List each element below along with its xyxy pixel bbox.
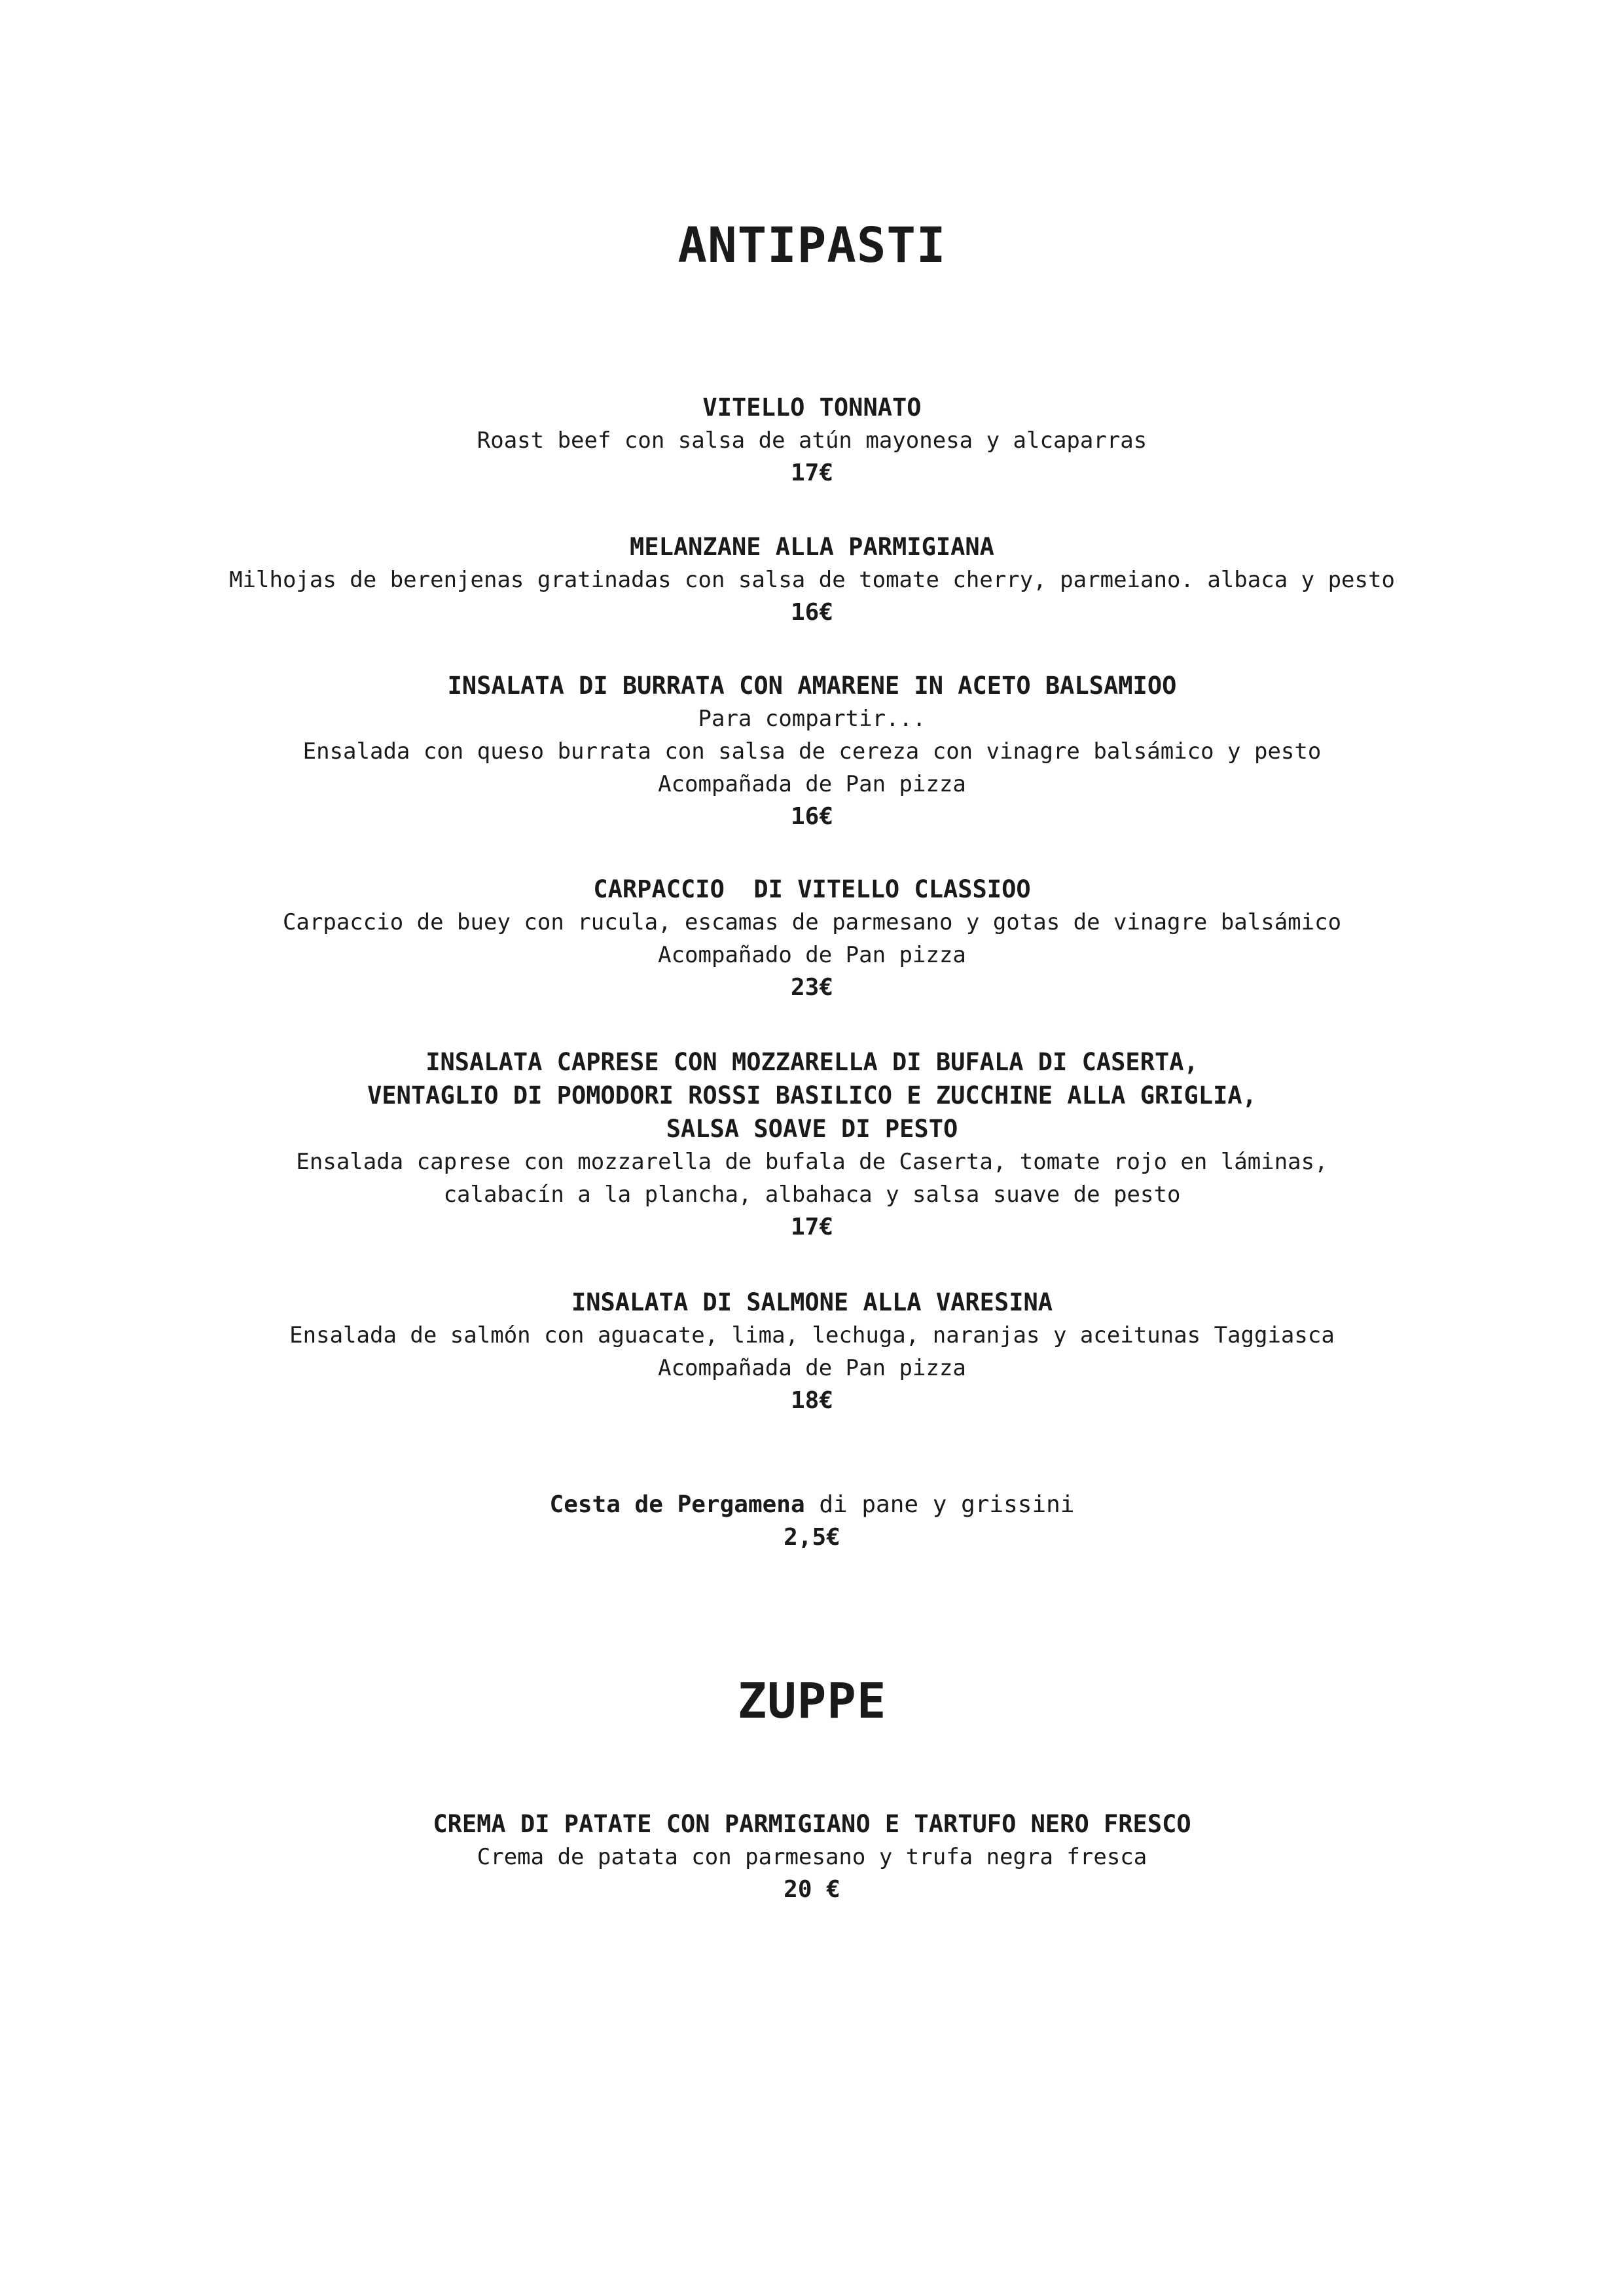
dish-description: Milhojas de berenjenas gratinadas con salsa de tomate cherry, parmeiano. albaca y pesto [229,567,1395,593]
dish-melanzane [0,530,1624,629]
dish-description: Ensalada de salmón con aguacate, lima, lechuga, naranjas y aceitunas Taggiasca [289,1322,1335,1348]
dish-description: Roast beef con salsa de atún mayonesa y alcaparras [477,427,1147,454]
dish-price: 20 € [784,1876,840,1903]
dish-name: VENTAGLIO DI POMODORI ROSSI BASILICO E ZUCCHINE ALLA GRIGLIA, [367,1081,1257,1110]
dish-description: Para compartir... [698,706,926,732]
dish-name: INSALATA CAPRESE CON MOZZARELLA DI BUFALA DI CASERTA, [425,1048,1199,1076]
dish-description: Acompañado de Pan pizza [658,942,966,968]
dish-name: SALSA SOAVE DI PESTO [666,1115,958,1143]
bread-basket-price: 2,5€ [784,1524,840,1551]
dish-description: calabacín a la plancha, albahaca y salsa suave de pesto [443,1182,1181,1208]
dish-name: VITELLO TONNATO [702,393,922,422]
dish-insalata-burrata [0,669,1624,833]
bread-basket-strong: Cesta de Pergamena [549,1491,805,1518]
dish-description: Ensalada con queso burrata con salsa de cereza con vinagre balsámico y pesto [302,738,1322,765]
section-title-zuppe: ZUPPE [737,1673,887,1729]
dish-price: 17€ [790,460,834,486]
dish-description: Acompañada de Pan pizza [658,1355,966,1381]
dish-carpaccio [0,873,1624,1004]
dish-name: INSALATA DI BURRATA CON AMARENE IN ACETO BALSAMIOO [447,672,1177,700]
dish-price: 18€ [790,1387,834,1414]
dish-description: Carpaccio de buey con rucula, escamas de parmesano y gotas de vinagre balsámico [282,909,1342,935]
dish-description: Ensalada caprese con mozzarella de bufala de Caserta, tomate rojo en láminas, [296,1149,1328,1175]
dish-price: 16€ [790,803,834,830]
dish-crema-patate [0,1807,1624,1906]
dish-insalata-caprese [0,1045,1624,1244]
dish-description: Crema de patata con parmesano y trufa negra fresca [477,1844,1147,1870]
dish-name: MELANZANE ALLA PARMIGIANA [630,533,994,561]
dish-price: 17€ [790,1214,834,1240]
dish-description: Acompañada de Pan pizza [658,771,966,797]
dish-name: INSALATA DI SALMONE ALLA VARESINA [571,1288,1053,1316]
bread-basket-rest: di pane y grissini [804,1491,1075,1518]
dish-name: CARPACCIO DI VITELLO CLASSIOO [593,875,1031,903]
bread-basket-label [0,1489,1624,1521]
bread-basket [0,1489,1624,1554]
dish-insalata-salmone [0,1286,1624,1417]
dish-price: 16€ [790,599,834,626]
section-title-antipasti: ANTIPASTI [677,217,947,274]
dish-price: 23€ [790,974,834,1001]
dish-name: CREMA DI PATATE CON PARMIGIANO E TARTUFO NERO FRESCO [433,1810,1191,1838]
dish-vitello-tonnato [0,391,1624,490]
